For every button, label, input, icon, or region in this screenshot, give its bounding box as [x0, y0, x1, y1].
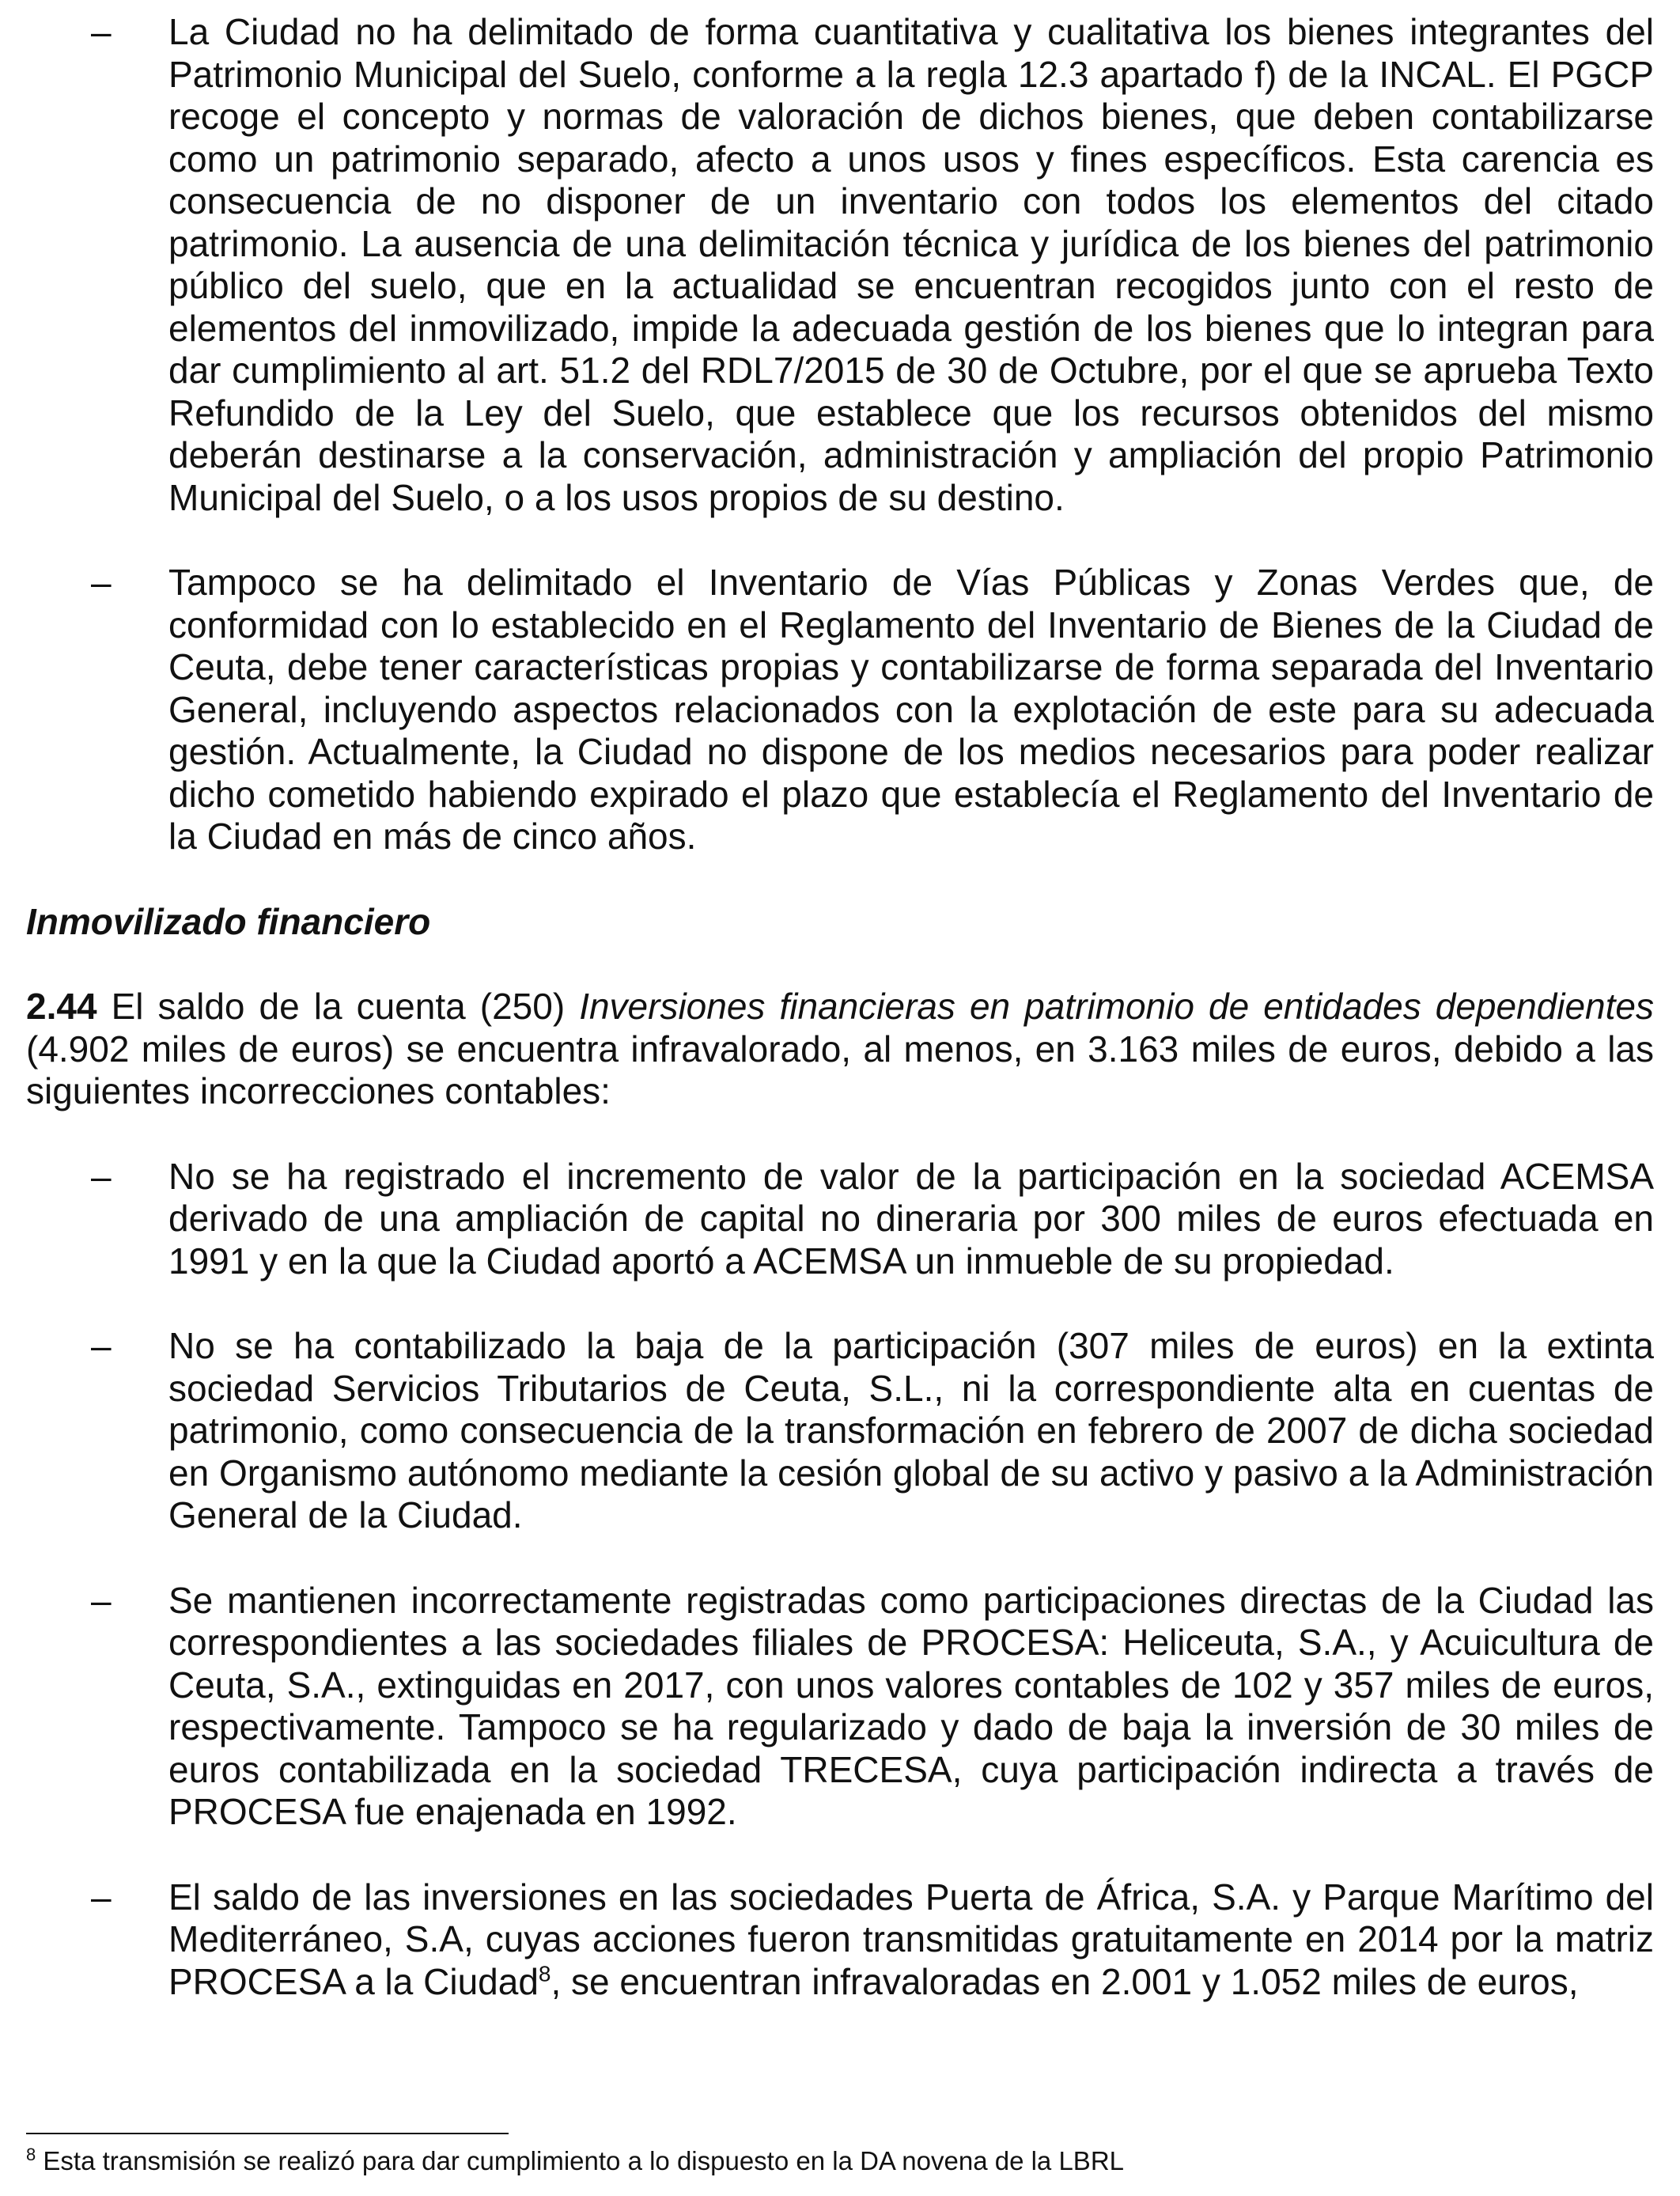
paragraph-text: El saldo de la cuenta (250)	[96, 986, 580, 1027]
dash-marker: –	[91, 1876, 112, 1918]
bullet-text: La Ciudad no ha delimitado de forma cuantitativa y cualitativa los bienes integrantes del Patrimonio Municipal del Suelo, conforme a la regla 12.3 apartado f) de la INCAL. El PGCP recoge el concepto y normas de valoración de dichos bienes, que deben contabilizarse como un patrimonio separado, afecto a unos usos y fines específicos. Esta carencia es consecuencia de no disponer de un inventario con todos los elementos del citado patrimonio. La ausencia de una delimitación técnica y jurídica de los bienes del patrimonio público del suelo, que en la actualidad se encuentran recogidos junto con el resto de elementos del inmovilizado, impide la adecuada gestión de los bienes que lo integran para dar cumplimiento al art. 51.2 del RDL7/2015 de 30 de Octubre, por el que se aprueba Texto Refundido de la Ley del Suelo, que establece que los recursos obtenidos del mismo deberán destinarse a la conservación, administración y ampliación del propio Patrimonio Municipal del Suelo, o a los usos propios de su destino.	[168, 11, 1654, 518]
bullet-text: No se ha registrado el incremento de valor de la participación en la sociedad ACEMSA derivado de una ampliación de capital no dineraria por 300 miles de euros efectuada en 1991 y en la que la Ciudad aportó a ACEMSA un inmueble de su propiedad.	[168, 1155, 1654, 1282]
dash-marker: –	[91, 1155, 112, 1197]
bullet-item	[26, 1156, 1654, 1283]
bullet-item	[26, 1325, 1654, 1537]
bullet-item	[26, 1580, 1654, 1834]
dash-marker: –	[91, 562, 112, 603]
bullet-text: , se encuentran infravaloradas en 2.001 y 1.052 miles de euros,	[551, 1960, 1579, 2002]
footnote-text: Esta transmisión se realizó para dar cumplimiento a lo dispuesto en la DA novena de la LBRL	[36, 2146, 1125, 2175]
footnote-separator	[26, 2133, 509, 2134]
bullet-text: Tampoco se ha delimitado el Inventario de Vías Públicas y Zonas Verdes que, de conformidad con lo establecido en el Reglamento del Inventario de Bienes de la Ciudad de Ceuta, debe tener características propias y contabilizarse de forma separada del Inventario General, incluyendo aspectos relacionados con la explotación de este para su adecuada gestión. Actualmente, la Ciudad no dispone de los medios necesarios para poder realizar dicho cometido habiendo expirado el plazo que establecía el Reglamento del Inventario de la Ciudad en más de cinco años.	[168, 562, 1654, 857]
dash-marker: –	[91, 1579, 112, 1621]
bullet-text: No se ha contabilizado la baja de la participación (307 miles de euros) en la extinta sociedad Servicios Tributarios de Ceuta, S.L., ni la correspondiente alta en cuentas de patrimonio, como consecuencia de la transformación en febrero de 2007 de dicha sociedad en Organismo autónomo mediante la cesión global de su activo y pasivo a la Administración General de la Ciudad.	[168, 1325, 1654, 1535]
section-paragraph	[26, 986, 1654, 1113]
bullet-text: El saldo de las inversiones en las sociedades Puerta de África, S.A. y Parque Marítimo del Mediterráneo, S.A, cuyas acciones fueron transmitidas gratuitamente en 2014 por la matriz PROCESA a la Ciudad	[168, 1876, 1654, 2002]
document-page	[26, 11, 1654, 2003]
bullet-text: Se mantienen incorrectamente registradas como participaciones directas de la Ciudad las correspondientes a las sociedades filiales de PROCESA: Heliceuta, S.A., y Acuicultura de Ceuta, S.A., extinguidas en 2017, con unos valores contables de 102 y 357 miles de euros, respectivamente. Tampoco se ha regularizado y dado de baja la inversión de 30 miles de euros contabilizada en la sociedad TRECESA, cuya participación indirecta a través de PROCESA fue enajenada en 1992.	[168, 1579, 1654, 1832]
dash-marker: –	[91, 1325, 112, 1366]
footnote-marker: 8	[26, 2145, 36, 2164]
bullet-item	[26, 562, 1654, 858]
footnote-reference: 8	[538, 1961, 551, 1986]
dash-marker: –	[91, 11, 112, 52]
paragraph-text: (4.902 miles de euros) se encuentra infravalorado, al menos, en 3.163 miles de euros, debido a las siguientes incorrecciones contables:	[26, 1028, 1654, 1111]
bullet-item	[26, 11, 1654, 519]
account-name: Inversiones financieras en patrimonio de entidades dependientes	[579, 986, 1654, 1027]
bullet-item	[26, 1876, 1654, 2004]
section-heading: Inmovilizado financiero	[26, 900, 431, 942]
paragraph-number: 2.44	[26, 986, 97, 1027]
footnote	[26, 2145, 1654, 2177]
